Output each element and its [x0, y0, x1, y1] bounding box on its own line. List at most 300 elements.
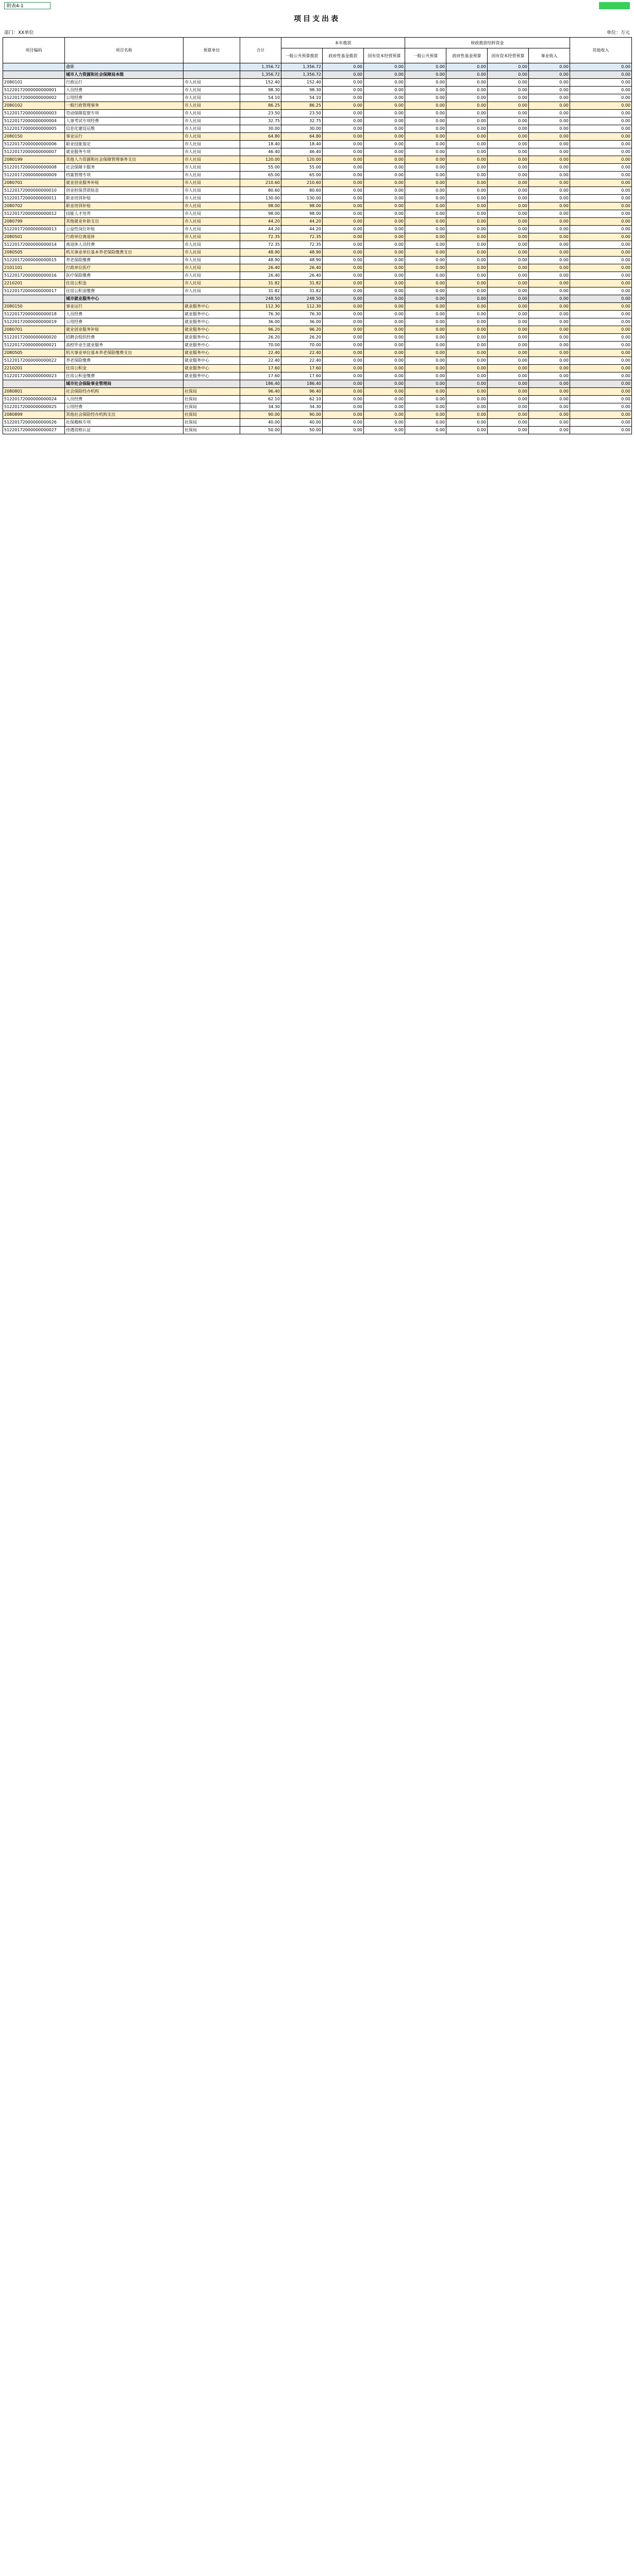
cell-amount: 48.90 — [281, 257, 323, 264]
cell-unit: 市人社局 — [183, 87, 240, 94]
cell-amount: 0.00 — [570, 172, 632, 179]
table-row[interactable] — [3, 349, 632, 357]
cell-unit: 市人社局 — [183, 156, 240, 164]
cell-amount: 0.00 — [488, 102, 529, 110]
page-title: 项目支出表 — [294, 15, 340, 23]
cell-amount: 0.00 — [529, 179, 570, 187]
cell-amount: 0.00 — [488, 117, 529, 125]
cell-unit: 市人社局 — [183, 187, 240, 195]
table-row[interactable] — [3, 396, 632, 403]
cell-unit: 就业服务中心 — [183, 303, 240, 311]
cell-amount: 26.20 — [240, 334, 281, 342]
cell-amount: 0.00 — [364, 110, 405, 117]
cell-amount: 17.60 — [240, 365, 281, 372]
table-row[interactable] — [3, 372, 632, 380]
cell-amount: 0.00 — [364, 357, 405, 365]
table-row[interactable] — [3, 94, 632, 102]
cell-amount: 0.00 — [529, 287, 570, 295]
table-row[interactable] — [3, 357, 632, 365]
cell-amount: 72.35 — [281, 233, 323, 241]
cell-amount: 0.00 — [405, 202, 446, 210]
cell-amount: 0.00 — [405, 318, 446, 326]
cell-amount: 0.00 — [323, 427, 364, 434]
cell-amount: 0.00 — [364, 311, 405, 318]
cell-amount: 0.00 — [570, 427, 632, 434]
cell-unit: 市人社局 — [183, 172, 240, 179]
cell-amount: 0.00 — [405, 280, 446, 287]
cell-amount: 0.00 — [488, 349, 529, 357]
cell-amount: 0.00 — [446, 210, 488, 218]
cell-amount: 0.00 — [446, 102, 488, 110]
table-row[interactable] — [3, 102, 632, 110]
header-b1: 一般公共预算 — [405, 48, 446, 63]
cell-amount: 0.00 — [446, 349, 488, 357]
cell-amount: 0.00 — [488, 334, 529, 342]
cell-amount: 72.35 — [240, 233, 281, 241]
cell-amount: 186.40 — [240, 380, 281, 388]
cell-amount: 44.20 — [240, 218, 281, 226]
cell-unit: 社保局 — [183, 388, 240, 396]
cell-amount: 0.00 — [488, 396, 529, 403]
cell-amount: 0.00 — [488, 79, 529, 87]
cell-amount: 0.00 — [405, 141, 446, 148]
cell-amount: 0.00 — [405, 233, 446, 241]
cell-code: 2080701 — [3, 326, 65, 334]
table-row[interactable] — [3, 365, 632, 372]
cell-code: 2080505 — [3, 249, 65, 257]
cell-amount: 0.00 — [323, 349, 364, 357]
cell-amount: 55.00 — [240, 164, 281, 172]
cell-amount: 0.00 — [570, 156, 632, 164]
table-row[interactable] — [3, 87, 632, 94]
cell-unit: 市人社局 — [183, 102, 240, 110]
cell-unit: 市人社局 — [183, 264, 240, 272]
cell-amount: 0.00 — [405, 94, 446, 102]
cell-amount: 0.00 — [488, 326, 529, 334]
cell-unit: 社保局 — [183, 396, 240, 403]
cell-amount: 0.00 — [323, 148, 364, 156]
cell-amount: 0.00 — [364, 117, 405, 125]
cell-amount: 0.00 — [446, 187, 488, 195]
cell-amount: 0.00 — [488, 303, 529, 311]
cell-code: 2080505 — [3, 349, 65, 357]
cell-amount: 0.00 — [446, 133, 488, 141]
cell-amount: 0.00 — [446, 326, 488, 334]
cell-amount: 0.00 — [446, 156, 488, 164]
cell-amount: 0.00 — [446, 396, 488, 403]
cell-amount: 0.00 — [323, 71, 364, 79]
cell-name: 行政运行 — [65, 79, 183, 87]
table-row[interactable] — [3, 71, 632, 79]
cell-unit: 市人社局 — [183, 94, 240, 102]
cell-amount: 0.00 — [323, 257, 364, 264]
table-row[interactable] — [3, 249, 632, 257]
cell-amount: 0.00 — [364, 141, 405, 148]
cell-unit: 市人社局 — [183, 79, 240, 87]
cell-amount: 152.40 — [240, 79, 281, 87]
cell-amount: 0.00 — [570, 388, 632, 396]
cell-amount: 0.00 — [488, 71, 529, 79]
cell-amount: 0.00 — [323, 226, 364, 233]
cell-amount: 76.30 — [240, 311, 281, 318]
cell-amount: 0.00 — [570, 342, 632, 349]
cell-name: 合计 — [65, 63, 183, 71]
cell-amount: 0.00 — [364, 133, 405, 141]
cell-amount: 0.00 — [570, 63, 632, 71]
cell-name: 职业培训补贴 — [65, 195, 183, 202]
cell-amount: 0.00 — [405, 87, 446, 94]
cell-unit: 社保局 — [183, 427, 240, 434]
cell-code: 2080150 — [3, 133, 65, 141]
cell-amount: 0.00 — [323, 102, 364, 110]
cell-amount: 0.00 — [364, 87, 405, 94]
cell-amount: 0.00 — [488, 94, 529, 102]
cell-amount: 0.00 — [488, 318, 529, 326]
table-row[interactable] — [3, 125, 632, 133]
header-unit: 预算单位 — [183, 38, 240, 63]
table-row[interactable] — [3, 427, 632, 434]
cell-amount: 65.00 — [240, 172, 281, 179]
table-row[interactable] — [3, 257, 632, 264]
cell-amount: 0.00 — [405, 187, 446, 195]
cell-amount: 0.00 — [446, 272, 488, 280]
cell-amount: 70.00 — [281, 342, 323, 349]
cell-code: 2080102 — [3, 102, 65, 110]
cell-code — [3, 295, 65, 303]
header-other: 其他收入 — [570, 38, 632, 63]
cell-name: 城市就业服务中心 — [65, 295, 183, 303]
table-row[interactable] — [3, 226, 632, 233]
cell-unit: 市人社局 — [183, 272, 240, 280]
cell-amount: 0.00 — [529, 156, 570, 164]
cell-amount: 0.00 — [570, 264, 632, 272]
cell-amount: 46.40 — [240, 148, 281, 156]
cell-amount: 0.00 — [529, 133, 570, 141]
table-row[interactable] — [3, 218, 632, 226]
cell-code: 51220172000000000011 — [3, 195, 65, 202]
cell-amount: 22.40 — [240, 349, 281, 357]
cell-amount: 248.50 — [281, 295, 323, 303]
cell-amount: 0.00 — [529, 427, 570, 434]
cell-name: 住房公积金缴费 — [65, 372, 183, 380]
table-row[interactable] — [3, 141, 632, 148]
cell-amount: 0.00 — [570, 403, 632, 411]
cell-amount: 0.00 — [405, 218, 446, 226]
cell-unit: 市人社局 — [183, 226, 240, 233]
cell-amount: 0.00 — [529, 210, 570, 218]
cell-amount: 72.35 — [240, 241, 281, 249]
cell-amount: 0.00 — [323, 195, 364, 202]
table-row[interactable] — [3, 164, 632, 172]
cell-amount: 0.00 — [405, 380, 446, 388]
cell-amount: 0.00 — [364, 326, 405, 334]
cell-amount: 0.00 — [570, 79, 632, 87]
cell-amount: 44.20 — [281, 218, 323, 226]
cell-code: 51220172000000000004 — [3, 117, 65, 125]
cell-amount: 0.00 — [364, 233, 405, 241]
table-row[interactable] — [3, 117, 632, 125]
cell-amount: 0.00 — [364, 63, 405, 71]
table-row[interactable] — [3, 388, 632, 396]
cell-amount: 90.00 — [240, 411, 281, 419]
cell-name: 行政单位离退休 — [65, 233, 183, 241]
table-row[interactable] — [3, 295, 632, 303]
cell-amount: 0.00 — [570, 71, 632, 79]
cell-amount: 0.00 — [446, 303, 488, 311]
cell-amount: 86.25 — [281, 102, 323, 110]
cell-unit: 就业服务中心 — [183, 326, 240, 334]
cell-amount: 98.00 — [281, 210, 323, 218]
table-row[interactable] — [3, 334, 632, 342]
table-row[interactable] — [3, 187, 632, 195]
table-row[interactable] — [3, 195, 632, 202]
cell-amount: 72.35 — [281, 241, 323, 249]
table-row[interactable] — [3, 172, 632, 179]
cell-amount: 0.00 — [323, 326, 364, 334]
cell-amount: 96.40 — [281, 388, 323, 396]
cell-amount: 0.00 — [488, 372, 529, 380]
cell-amount: 0.00 — [488, 388, 529, 396]
cell-amount: 26.40 — [240, 264, 281, 272]
table-row[interactable] — [3, 110, 632, 117]
cell-amount: 0.00 — [364, 396, 405, 403]
cell-amount: 0.00 — [364, 380, 405, 388]
cell-code: 2080799 — [3, 218, 65, 226]
cell-amount: 34.30 — [240, 403, 281, 411]
cell-code: 51220172000000000021 — [3, 342, 65, 349]
cell-amount: 0.00 — [405, 117, 446, 125]
cell-amount: 22.40 — [281, 349, 323, 357]
table-row[interactable] — [3, 342, 632, 349]
cell-amount: 0.00 — [323, 380, 364, 388]
table-row[interactable] — [3, 287, 632, 295]
cell-amount: 62.10 — [281, 396, 323, 403]
table-row[interactable] — [3, 280, 632, 287]
table-row[interactable] — [3, 241, 632, 249]
cell-unit: 市人社局 — [183, 287, 240, 295]
cell-amount: 0.00 — [405, 164, 446, 172]
cell-name: 其他就业补助支出 — [65, 218, 183, 226]
cell-amount: 0.00 — [405, 372, 446, 380]
cell-amount: 86.25 — [240, 102, 281, 110]
table-row[interactable] — [3, 79, 632, 87]
cell-amount: 0.00 — [405, 295, 446, 303]
cell-amount: 0.00 — [570, 295, 632, 303]
cell-amount: 0.00 — [405, 257, 446, 264]
cell-amount: 0.00 — [446, 365, 488, 372]
cell-amount: 0.00 — [323, 164, 364, 172]
cell-amount: 0.00 — [364, 411, 405, 419]
cell-amount: 18.40 — [240, 141, 281, 148]
table-row[interactable] — [3, 411, 632, 419]
cell-amount: 210.60 — [281, 179, 323, 187]
cell-amount: 0.00 — [529, 195, 570, 202]
cell-amount: 17.60 — [240, 372, 281, 380]
table-row[interactable] — [3, 419, 632, 427]
cell-code: 2080199 — [3, 156, 65, 164]
cell-amount: 0.00 — [488, 110, 529, 117]
cell-name: 高校毕业生就业服务 — [65, 342, 183, 349]
cell-amount: 0.00 — [446, 125, 488, 133]
cell-amount: 0.00 — [529, 419, 570, 427]
cell-amount: 0.00 — [323, 287, 364, 295]
cell-name: 事业运行 — [65, 133, 183, 141]
cell-amount: 0.00 — [446, 342, 488, 349]
department-label: 部门：XX单位 — [4, 30, 34, 36]
cell-amount: 0.00 — [488, 195, 529, 202]
cell-amount: 0.00 — [364, 280, 405, 287]
table-row[interactable] — [3, 311, 632, 318]
table-row[interactable] — [3, 133, 632, 141]
cell-amount: 32.75 — [281, 117, 323, 125]
cell-amount: 0.00 — [323, 187, 364, 195]
cell-unit: 社保局 — [183, 411, 240, 419]
sheet-tab[interactable]: 附表4-1 — [4, 2, 51, 9]
cell-name: 医疗保险缴费 — [65, 272, 183, 280]
cell-amount: 0.00 — [364, 226, 405, 233]
table-row[interactable] — [3, 303, 632, 311]
cell-unit — [183, 295, 240, 303]
cell-amount: 0.00 — [364, 164, 405, 172]
cell-amount: 0.00 — [570, 226, 632, 233]
cell-amount: 0.00 — [405, 357, 446, 365]
cell-unit: 市人社局 — [183, 195, 240, 202]
cell-amount: 0.00 — [364, 187, 405, 195]
cell-amount: 1,356.72 — [281, 71, 323, 79]
table-row[interactable] — [3, 202, 632, 210]
cell-unit: 市人社局 — [183, 202, 240, 210]
cell-amount: 0.00 — [488, 187, 529, 195]
cell-name: 创业担保贷款贴息 — [65, 187, 183, 195]
cell-amount: 0.00 — [570, 326, 632, 334]
cell-amount: 0.00 — [405, 156, 446, 164]
cell-amount: 0.00 — [529, 102, 570, 110]
cell-amount: 0.00 — [323, 411, 364, 419]
table-row[interactable] — [3, 233, 632, 241]
cell-amount: 0.00 — [529, 357, 570, 365]
cell-amount: 0.00 — [446, 295, 488, 303]
cell-amount: 0.00 — [529, 117, 570, 125]
cell-name: 招聘会组织经费 — [65, 334, 183, 342]
cell-code: 2210201 — [3, 280, 65, 287]
cell-name: 职业技能鉴定 — [65, 141, 183, 148]
cell-name: 档案管理专项 — [65, 172, 183, 179]
header-code: 项目编码 — [3, 38, 65, 63]
cell-amount: 0.00 — [529, 226, 570, 233]
cell-amount: 0.00 — [323, 365, 364, 372]
cell-unit: 市人社局 — [183, 148, 240, 156]
cell-amount: 0.00 — [529, 110, 570, 117]
table-row[interactable] — [3, 179, 632, 187]
cell-amount: 0.00 — [364, 195, 405, 202]
cell-amount: 0.00 — [405, 125, 446, 133]
cell-amount: 36.00 — [281, 318, 323, 326]
cell-amount: 0.00 — [446, 179, 488, 187]
table-row[interactable] — [3, 264, 632, 272]
cell-amount: 98.00 — [281, 202, 323, 210]
table-row[interactable] — [3, 318, 632, 326]
cell-amount: 0.00 — [364, 372, 405, 380]
cell-amount: 0.00 — [488, 133, 529, 141]
cell-amount: 1,356.72 — [281, 63, 323, 71]
cell-amount: 0.00 — [529, 388, 570, 396]
cell-name: 城市人力资源和社会保障局本级 — [65, 71, 183, 79]
cell-amount: 0.00 — [529, 396, 570, 403]
cell-amount: 0.00 — [405, 79, 446, 87]
cell-code: 51220172000000000005 — [3, 125, 65, 133]
cell-name: 技能人才培养 — [65, 210, 183, 218]
cell-amount: 0.00 — [570, 102, 632, 110]
cell-amount: 0.00 — [488, 210, 529, 218]
table-row[interactable] — [3, 326, 632, 334]
cell-amount: 0.00 — [529, 295, 570, 303]
table-row[interactable] — [3, 380, 632, 388]
cell-amount: 0.00 — [488, 226, 529, 233]
cell-amount: 0.00 — [405, 326, 446, 334]
header-group-current: 本年拨款 — [281, 38, 405, 48]
cell-amount: 0.00 — [446, 264, 488, 272]
cell-amount: 0.00 — [323, 202, 364, 210]
table-row[interactable] — [3, 63, 632, 71]
cell-amount: 50.00 — [240, 427, 281, 434]
table-row[interactable] — [3, 156, 632, 164]
cell-amount: 0.00 — [446, 148, 488, 156]
table-row[interactable] — [3, 210, 632, 218]
cell-name: 人事考试专项经费 — [65, 117, 183, 125]
cell-amount: 98.30 — [281, 87, 323, 94]
cell-amount: 0.00 — [488, 427, 529, 434]
cell-amount: 0.00 — [446, 233, 488, 241]
cell-amount: 0.00 — [488, 287, 529, 295]
cell-amount: 0.00 — [570, 202, 632, 210]
cell-amount: 96.20 — [281, 326, 323, 334]
cell-amount: 0.00 — [570, 164, 632, 172]
cell-name: 其他社会保险经办机构支出 — [65, 411, 183, 419]
cell-amount: 0.00 — [488, 403, 529, 411]
table-row[interactable] — [3, 403, 632, 411]
cell-amount: 26.20 — [281, 334, 323, 342]
header-b3: 国有资本经营预算 — [488, 48, 529, 63]
cell-amount: 0.00 — [446, 257, 488, 264]
cell-name: 机关事业单位基本养老保险缴费支出 — [65, 349, 183, 357]
cell-unit: 市人社局 — [183, 133, 240, 141]
cell-amount: 0.00 — [570, 396, 632, 403]
cell-amount: 0.00 — [405, 241, 446, 249]
cell-code: 51220172000000000001 — [3, 87, 65, 94]
cell-name: 城市社会保险事业管理局 — [65, 380, 183, 388]
cell-amount: 0.00 — [405, 349, 446, 357]
cell-code: 51220172000000000016 — [3, 272, 65, 280]
cell-amount: 0.00 — [323, 311, 364, 318]
cell-amount: 0.00 — [529, 218, 570, 226]
cell-amount: 0.00 — [529, 311, 570, 318]
cell-name: 行政单位医疗 — [65, 264, 183, 272]
cell-unit: 就业服务中心 — [183, 311, 240, 318]
cell-name: 公用经费 — [65, 318, 183, 326]
cell-amount: 0.00 — [405, 133, 446, 141]
cell-amount: 30.00 — [240, 125, 281, 133]
cell-amount: 0.00 — [570, 257, 632, 264]
table-row[interactable] — [3, 148, 632, 156]
cell-amount: 0.00 — [446, 79, 488, 87]
cell-amount: 0.00 — [405, 264, 446, 272]
cell-amount: 0.00 — [446, 419, 488, 427]
cell-amount: 0.00 — [570, 187, 632, 195]
table-row[interactable] — [3, 272, 632, 280]
cell-amount: 98.30 — [240, 87, 281, 94]
cell-unit: 市人社局 — [183, 241, 240, 249]
header-b2: 政府性基金预算 — [446, 48, 488, 63]
